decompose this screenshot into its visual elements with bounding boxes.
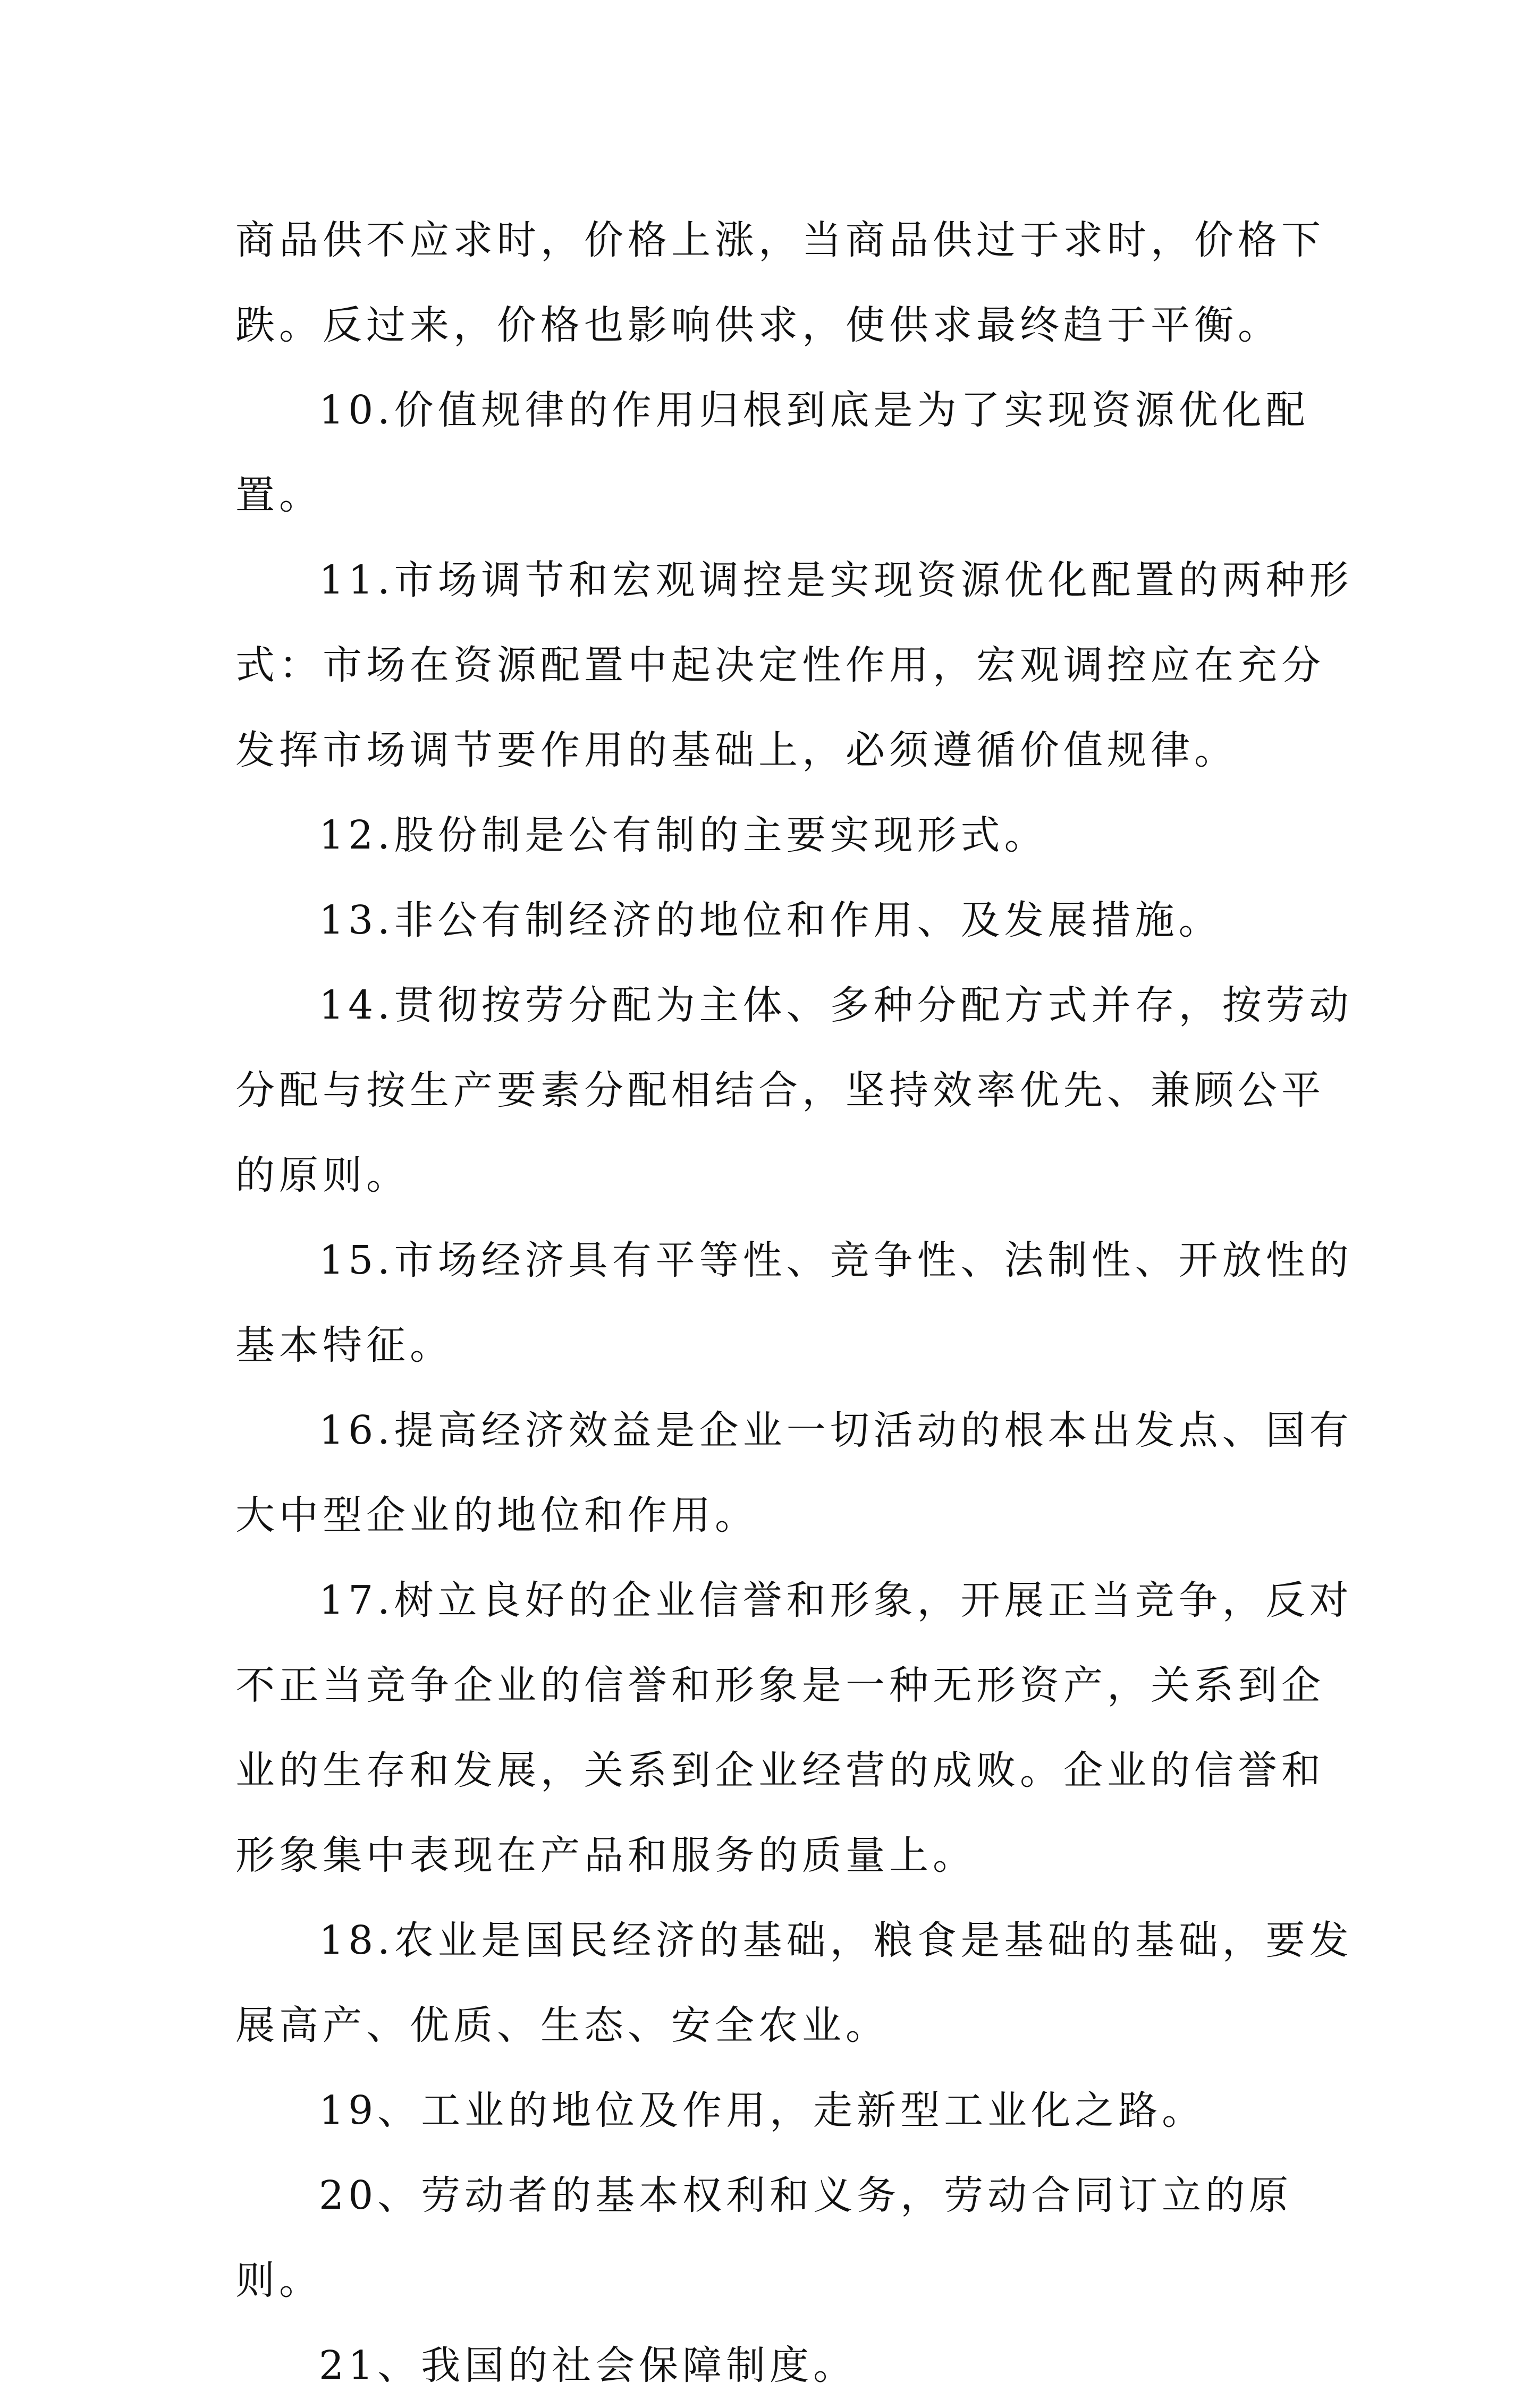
paragraph-item-21: 21、我国的社会保障制度。: [319, 2343, 857, 2388]
paragraph-supply-demand: 商品供不应求时，价格上涨，当商品供过于求时，价格下跌。反过来，价格也影响供求，使供求最终趋于平衡。: [235, 217, 1325, 348]
document-body: [235, 198, 1362, 2408]
paragraph-item-19: 19、工业的地位及作用，走新型工业化之路。: [319, 2088, 1206, 2133]
paragraph-item-10: 10.价值规律的作用归根到底是为了实现资源优化配置。: [235, 387, 1309, 518]
paragraph-item-16: 16.提高经济效益是企业一切活动的根本出发点、国有大中型企业的地位和作用。: [235, 1408, 1353, 1538]
paragraph-item-20: 20、劳动者的基本权利和义务，劳动合同订立的原则。: [235, 2173, 1293, 2303]
paragraph-item-13: 13.非公有制经济的地位和作用、及发展措施。: [319, 897, 1222, 943]
paragraph-item-12: 12.股份制是公有制的主要实现形式。: [319, 812, 1048, 858]
paragraph-item-15: 15.市场经济具有平等性、竞争性、法制性、开放性的基本特征。: [235, 1237, 1353, 1368]
paragraph-item-18: 18.农业是国民经济的基础，粮食是基础的基础，要发展高产、优质、生态、安全农业。: [235, 1918, 1353, 2048]
paragraph-item-14: 14.贯彻按劳分配为主体、多种分配方式并存，按劳动分配与按生产要素分配相结合，坚持效率优先、兼顾公平的原则。: [235, 982, 1353, 1198]
paragraph-item-17: 17.树立良好的企业信誉和形象，开展正当竞争，反对不正当竞争企业的信誉和形象是一种无形资产，关系到企业的生存和发展，关系到企业经营的成败。企业的信誉和形象集中表现在产品和服务的质量上。: [235, 1578, 1353, 1878]
paragraph-item-11: 11.市场调节和宏观调控是实现资源优化配置的两种形式：市场在资源配置中起决定性作用，宏观调控应在充分发挥市场调节要作用的基础上，必须遵循价值规律。: [235, 557, 1353, 773]
